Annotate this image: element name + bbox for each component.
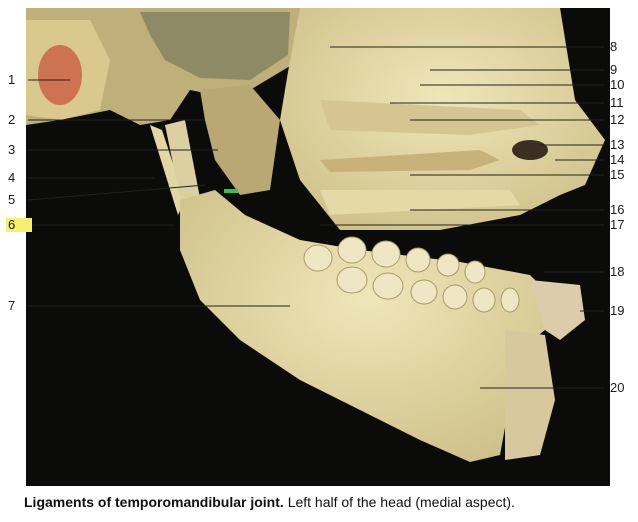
label-5: 5 [8,192,16,207]
label-19: 19 [610,303,625,318]
label-4: 4 [8,170,16,185]
label-1: 1 [8,72,16,87]
label-17: 17 [610,217,625,232]
nostril [512,140,548,160]
label-8: 8 [610,39,618,54]
red-tissue [38,45,82,105]
label-11: 11 [610,95,624,110]
label-15: 15 [610,167,625,182]
ligament-marker [224,189,238,193]
caption-title: Ligaments of temporomandibular joint. [24,494,284,510]
label-6-highlighted: 6 [6,218,32,232]
label-13: 13 [610,137,625,152]
label-16: 16 [610,202,625,217]
label-9: 9 [610,62,618,77]
label-7: 7 [8,298,16,313]
label-18: 18 [610,264,625,279]
label-12: 12 [610,112,625,127]
label-20: 20 [610,380,625,395]
label-14: 14 [610,152,625,167]
figure-caption [24,494,624,510]
label-2: 2 [8,112,16,127]
label-10: 10 [610,77,625,92]
label-3: 3 [8,142,16,157]
caption-text: Left half of the head (medial aspect). [287,494,515,510]
